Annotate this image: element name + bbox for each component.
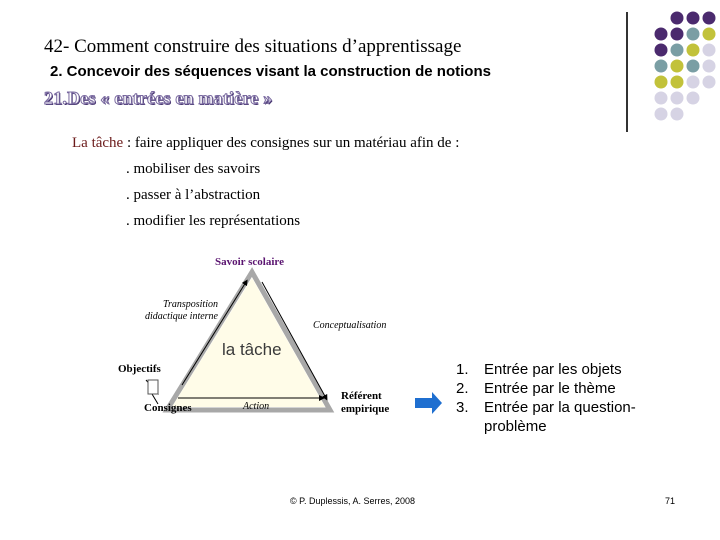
- diagram-bottom-label: Action: [243, 401, 270, 412]
- task-intro: : faire appliquer des consignes sur un matériau afin de :: [123, 135, 460, 151]
- entry-list: [456, 360, 686, 436]
- diagram-right-side-label: Conceptualisation: [313, 320, 387, 331]
- entry-item: [456, 360, 686, 379]
- diagram-top-label: Savoir scolaire: [215, 256, 284, 268]
- task-label: La tâche: [72, 135, 124, 151]
- entry-item: [456, 379, 686, 398]
- task-bullet: . passer à l’abstraction: [126, 187, 261, 203]
- section-heading: 21.Des « entrées en matière »: [44, 88, 273, 108]
- copyright-footer: © P. Duplessis, A. Serres, 2008: [290, 496, 416, 506]
- diagram-left-side-label: Transposition didactique interne: [144, 299, 218, 322]
- slide-title: 42- Comment construire des situations d’apprentissage: [44, 36, 462, 57]
- task-bullet: . modifier les représentations: [126, 213, 301, 229]
- page-number: 71: [665, 496, 676, 506]
- task-bullet: . mobiliser des savoirs: [126, 161, 261, 177]
- diagram-instructions-label: Consignes: [144, 402, 192, 414]
- diagram-objectives-label: Objectifs: [118, 363, 161, 375]
- blue-right-arrow: [415, 392, 442, 414]
- entry-text: Entrée par la question-problème: [484, 399, 636, 435]
- diagram-center-label: la tâche: [222, 340, 282, 359]
- diagram-right-corner-label: Référent empirique: [341, 390, 390, 415]
- entry-text: Entrée par les objets: [484, 361, 622, 378]
- entry-number: 1.: [456, 361, 469, 378]
- entry-text: Entrée par le thème: [484, 380, 616, 397]
- entry-number: 2.: [456, 380, 469, 397]
- entry-number: 3.: [456, 399, 469, 416]
- entry-item: [456, 398, 686, 436]
- slide-subtitle: 2. Concevoir des séquences visant la construction de notions: [50, 63, 491, 80]
- objectives-marker: [148, 380, 158, 394]
